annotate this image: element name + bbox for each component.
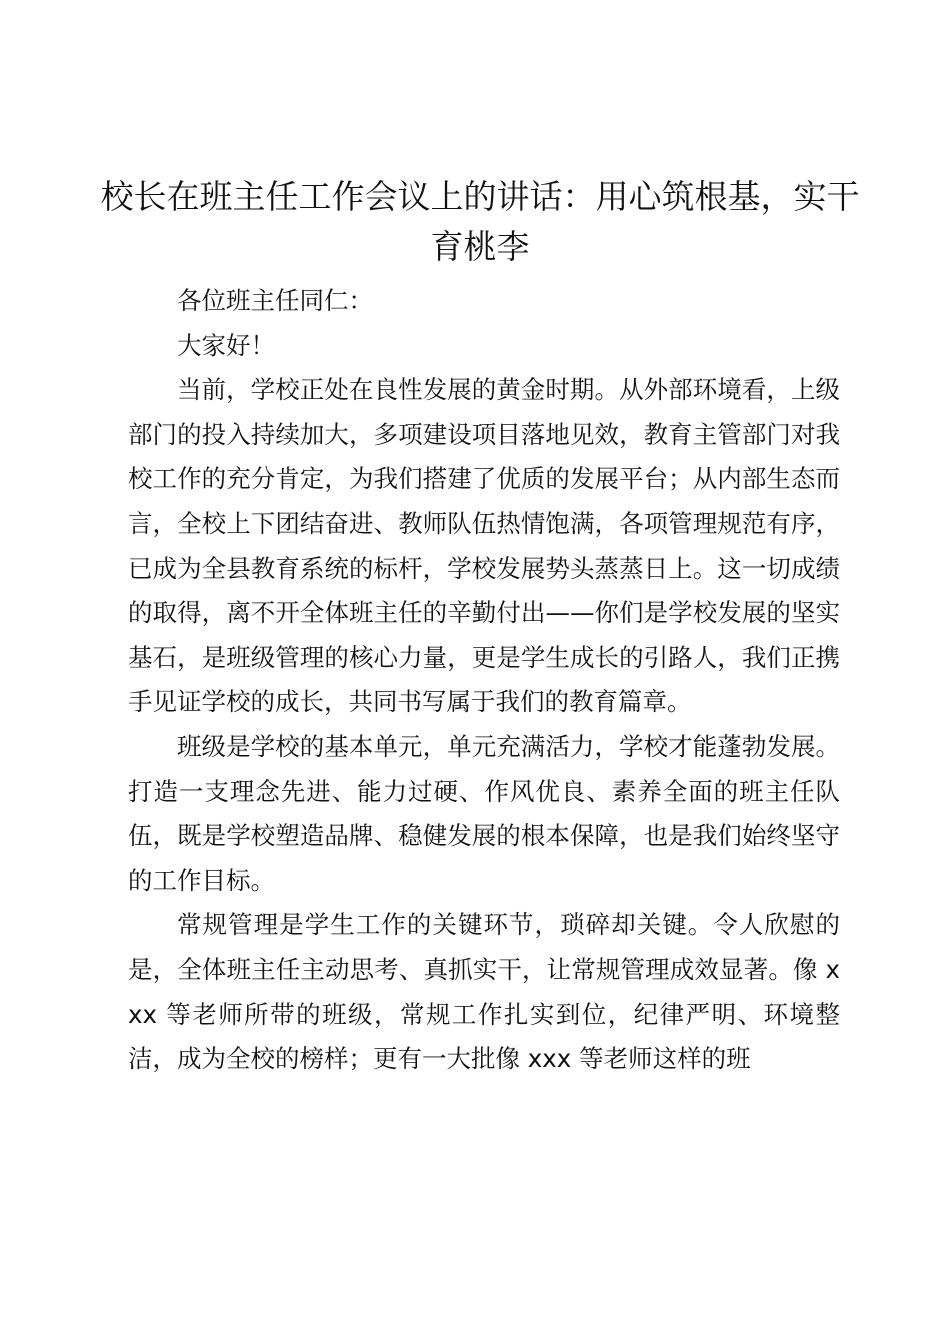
document-body: [128, 279, 840, 1082]
document-title: 校长在班主任工作会议上的讲话：用心筑根基，实干育桃李: [100, 177, 860, 266]
paragraph: 当前，学校正处在良性发展的黄金时期。从外部环境看，上级部门的投入持续加大，多项建设项目落地见效，教育主管部门对我校工作的充分肯定，为我们搭建了优质的发展平台；从内部生态而言，全校上下团结奋进、教师队伍热情饱满，各项管理规范有序，已成为全县教育系统的标杆，学校发展势头蒸蒸日上。这一切成绩的取得，离不开全体班主任的辛勤付出——你们是学校发展的坚实基石，是班级管理的核心力量，更是学生成长的引路人，我们正携手见证学校的成长，共同书写属于我们的教育篇章。: [128, 375, 840, 717]
paragraph: 班级是学校的基本单元，单元充满活力，学校才能蓬勃发展。打造一支理念先进、能力过硬、作风优良、素养全面的班主任队伍，既是学校塑造品牌、稳健发展的根本保障，也是我们始终坚守的工作目标。: [128, 731, 840, 895]
salutation: 各位班主任同仁：: [177, 286, 373, 315]
paragraph: 常规管理是学生工作的关键环节，琐碎却关键。令人欣慰的是，全体班主任主动思考、真抓实干，让常规管理成效显著。像 xxx 等老师所带的班级，常规工作扎实到位，纪律严明、环境整洁，成为全校的榜样；更有一大批像 xxx 等老师这样的班: [128, 910, 840, 1074]
greeting: 大家好！: [177, 330, 275, 360]
